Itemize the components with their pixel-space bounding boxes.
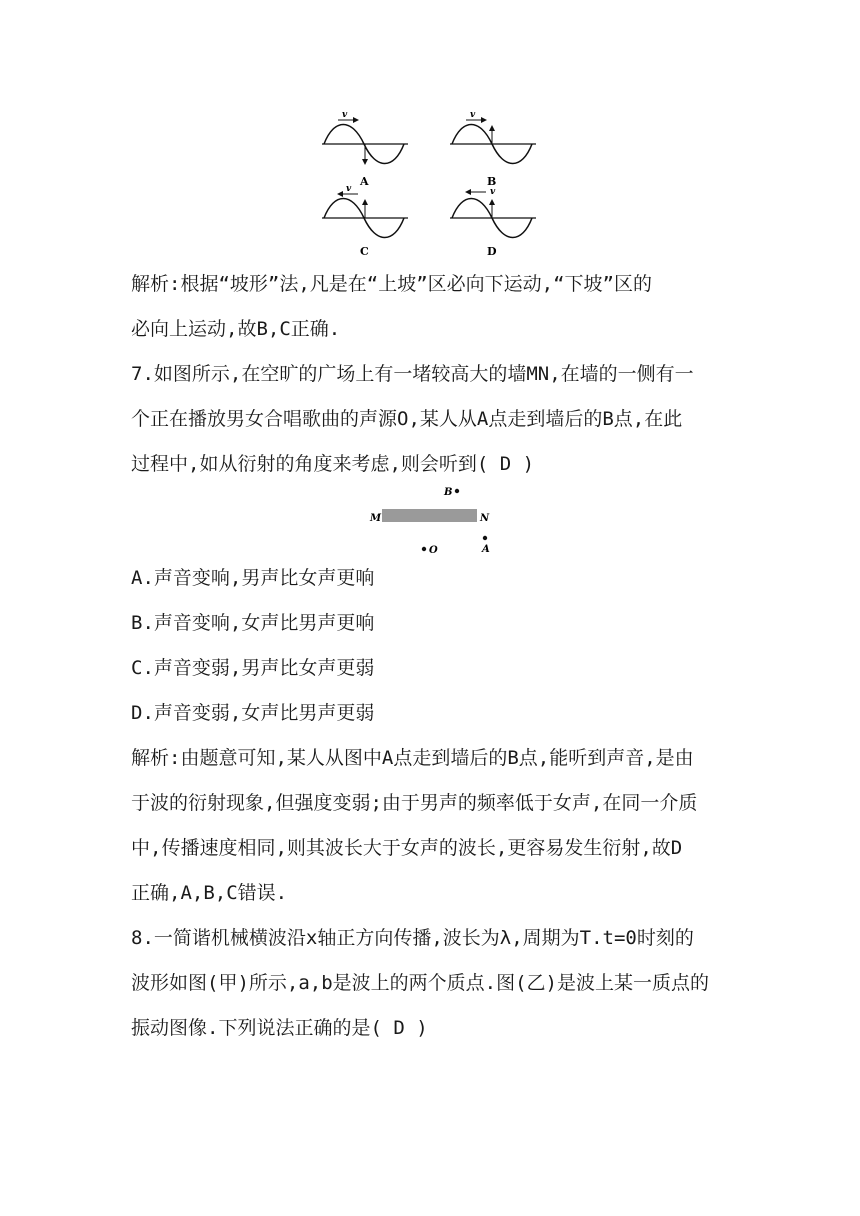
wave-panel-c — [322, 184, 408, 258]
panel-label-a: A — [360, 175, 369, 188]
wall-end-n-label: N — [480, 513, 490, 524]
q7-analysis-line-2: 于波的衍射现象,但强度变弱;由于男声的频率低于女声,在同一介质 — [131, 792, 698, 814]
wave-options-figure — [316, 108, 542, 260]
q7-analysis-line-3: 中,传播速度相同,则其波长大于女声的波长,更容易发生衍射,故D — [131, 837, 683, 859]
velocity-label: v — [470, 110, 476, 120]
source-o-label: O — [429, 545, 438, 556]
panel-label-b: B — [487, 175, 497, 188]
wave-panel-a — [322, 110, 408, 188]
panel-label-d: D — [487, 245, 497, 258]
source-o — [422, 547, 426, 551]
q6-analysis-line-1: 解析:根据“坡形”法,凡是在“上坡”区必向下运动,“下坡”区的 — [131, 273, 652, 295]
wave-panel-d — [450, 187, 536, 258]
point-a — [483, 536, 487, 540]
q6-analysis-line-2: 必向上运动,故B,C正确. — [131, 318, 341, 340]
wall-diffraction-figure — [364, 482, 504, 558]
wall-mn — [382, 509, 477, 522]
q7-stem-line-3: 过程中,如从衍射的角度来考虑,则会听到( D ) — [131, 453, 535, 475]
point-b — [455, 489, 459, 493]
q7-option-d: D.声音变弱,女声比男声更弱 — [131, 702, 375, 724]
q8-stem-line-1: 8.一简谐机械横波沿x轴正方向传播,波长为λ,周期为T.t=0时刻的 — [131, 927, 694, 949]
q8-stem-line-2: 波形如图(甲)所示,a,b是波上的两个质点.图(乙)是波上某一质点的 — [131, 972, 709, 994]
wall-end-m-label: M — [370, 513, 382, 524]
q7-option-c: C.声音变弱,男声比女声更弱 — [131, 657, 375, 679]
q7-stem-line-2: 个正在播放男女合唱歌曲的声源O,某人从A点走到墙后的B点,在此 — [131, 408, 683, 430]
q7-option-a: A.声音变响,男声比女声更响 — [131, 567, 375, 589]
q8-stem-line-3: 振动图像.下列说法正确的是( D ) — [131, 1017, 428, 1039]
point-b-label: B — [444, 487, 453, 498]
q7-analysis-line-1: 解析:由题意可知,某人从图中A点走到墙后的B点,能听到声音,是由 — [131, 747, 694, 769]
q7-option-b: B.声音变响,女声比男声更响 — [131, 612, 375, 634]
q7-analysis-line-4: 正确,A,B,C错误. — [131, 882, 288, 904]
q7-stem-line-1: 7.如图所示,在空旷的广场上有一堵较高大的墙MN,在墙的一侧有一 — [131, 363, 694, 385]
point-a-label: A — [482, 544, 490, 555]
velocity-label: v — [490, 187, 496, 197]
velocity-label: v — [342, 110, 348, 120]
velocity-label: v — [346, 184, 352, 194]
panel-label-c: C — [360, 245, 369, 258]
wave-panel-b — [450, 110, 536, 188]
